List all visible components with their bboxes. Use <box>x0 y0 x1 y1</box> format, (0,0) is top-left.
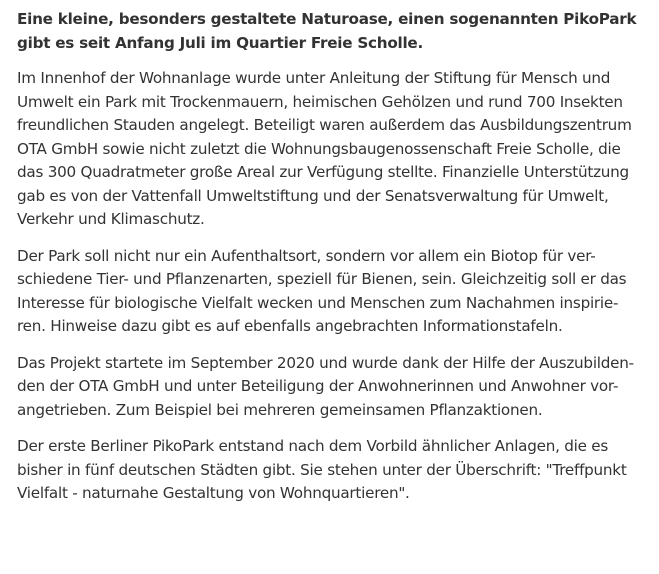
paragraph-line: das 300 Quadratmeter große Areal zur Verfügung stellte. Finanzielle Unterstützung <box>17 163 629 181</box>
lead-line: gibt es seit Anfang Juli im Quartier Freie Scholle. <box>17 33 424 52</box>
paragraph-line: OTA GmbH sowie nicht zuletzt die Wohnungsbaugenossenschaft Freie Scholle, die <box>17 139 621 158</box>
paragraph-line: Interesse für biologische Vielfalt wecken und Menschen zum Nachahmen inspirie- <box>17 293 619 312</box>
paragraph-line: angetrieben. Zum Beispiel bei mehreren gemeinsamen Pflanzaktionen. <box>17 400 543 419</box>
paragraph-3 <box>17 352 651 423</box>
paragraph-line: Der Park soll nicht nur ein Aufenthaltsort, sondern vor allem ein Biotop für ver- <box>17 246 596 265</box>
paragraph-line: Vielfalt - naturnahe Gestaltung von Wohnquartieren". <box>17 484 410 502</box>
paragraph-line: Das Projekt startete im September 2020 und wurde dank der Hilfe der Auszubilden- <box>17 353 634 372</box>
paragraph-line: den der OTA GmbH und unter Beteiligung der Anwohnerinnen und Anwohner vor- <box>17 377 619 395</box>
paragraph-line: Umwelt ein Park mit Trockenmauern, heimischen Gehölzen und rund 700 Insekten <box>17 92 623 111</box>
paragraph-line: schiedene Tier- und Pflanzenarten, speziell für Bienen, sein. Gleichzeitig soll er das <box>17 270 627 288</box>
paragraph-line: gab es von der Vattenfall Umweltstiftung und der Senatsverwaltung für Umwelt, <box>17 186 609 205</box>
paragraph-line: ren. Hinweise dazu gibt es auf ebenfalls angebrachten Informationstafeln. <box>17 317 563 335</box>
paragraph-line: Der erste Berliner PikoPark entstand nach dem Vorbild ähnlicher Anlagen, die es <box>17 437 609 455</box>
paragraph-line: Verkehr und Klimaschutz. <box>17 210 205 228</box>
paragraph-line: Im Innenhof der Wohnanlage wurde unter Anleitung der Stiftung für Mensch und <box>17 69 611 87</box>
article-lead <box>17 8 651 55</box>
paragraph-line: bisher in fünf deutschen Städten gibt. Sie stehen unter der Überschrift: "Treffpunkt <box>17 460 627 479</box>
paragraph-1 <box>17 67 651 232</box>
paragraph-2 <box>17 245 651 339</box>
paragraph-line: freundlichen Stauden angelegt. Beteiligt waren außerdem das Ausbildungszentrum <box>17 116 632 134</box>
paragraph-4 <box>17 435 651 506</box>
lead-line: Eine kleine, besonders gestaltete Naturoase, einen sogenannten PikoPark <box>17 10 637 28</box>
